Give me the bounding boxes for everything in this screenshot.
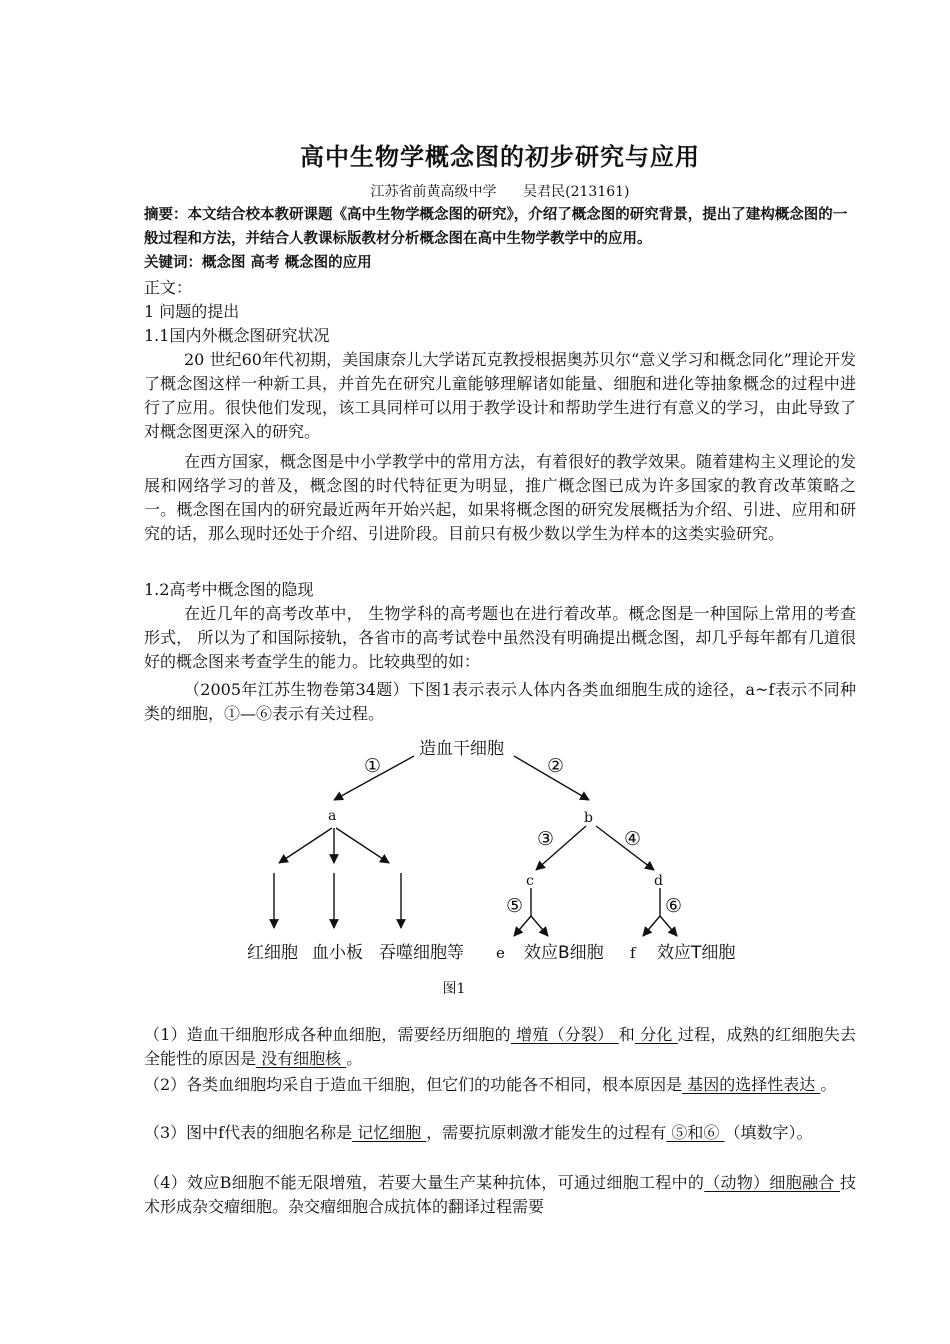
arrow-d-effT	[660, 916, 677, 936]
label-effT: 效应T细胞	[657, 943, 736, 963]
node-a: a	[328, 808, 337, 824]
step-label: ②	[547, 755, 565, 777]
arrow-c-effB	[531, 916, 548, 936]
paragraph: 20 世纪60年代初期，美国康奈儿大学诺瓦克教授根据奥苏贝尔“意义学习和概念同化”理论开发了概念图这样一种新工具，并首先在研究儿童能够理解诸如能量、细胞和进化等抽象概念的过程中进行了应用。很快他们发现，该工具同样可以用于教学设计和帮助学生进行有意义的学习，由此导致了对概念图更深入的研究。	[144, 350, 856, 441]
body-label: 正文：	[144, 278, 193, 297]
arrow-c-e	[514, 916, 531, 936]
blood-cell-diagram	[244, 728, 764, 978]
keywords: 关键词：概念图 高考 概念图的应用	[144, 255, 372, 271]
question-3: （3）图中f代表的细胞名称是 记忆细胞 ，需要抗原刺激才能发生的过程有 ⑤和⑥ （填数字）。	[144, 1123, 813, 1142]
arrow-a-3	[336, 828, 389, 863]
subsection-heading: 1.1国内外概念图研究状况	[144, 326, 330, 345]
step-label: ④	[624, 828, 642, 850]
paragraph: 在近几年的高考改革中， 生物学科的高考题也在进行着改革。概念图是一种国际上常用的考查形式， 所以为了和国际接轨，各省市的高考试卷中虽然没有明确提出概念图，却几乎每年都有几道很好的概念图来考查学生的能力。比较典型的如：	[144, 604, 856, 671]
step-label: ①	[364, 755, 382, 777]
paragraph: （2005年江苏生物卷第34题）下图1表示表示人体内各类血细胞生成的途径，a~f表示不同种类的细胞，①—⑥表示有关过程。	[144, 680, 856, 723]
subsection-heading: 1.2高考中概念图的隐现	[144, 580, 314, 599]
question-2: （2）各类血细胞均采自于造血干细胞，但它们的功能各不相同，根本原因是 基因的选择性表达 。	[144, 1075, 837, 1094]
node-c: c	[526, 873, 534, 889]
abstract: 摘要：本文结合校本教研课题《高中生物学概念图的研究》，介绍了概念图的研究背景，提出了建构概念图的一般过程和方法，并结合人教课标版教材分析概念图在高中生物学教学中的应用。	[144, 207, 848, 247]
arrow-d-f	[643, 916, 660, 936]
node-f: f	[630, 944, 636, 962]
node-e: e	[496, 944, 505, 962]
step-label: ③	[537, 828, 555, 850]
node-root: 造血干细胞	[419, 739, 504, 759]
step-label: ⑤	[506, 895, 524, 917]
step-label: ⑥	[665, 895, 683, 917]
label-platelet: 血小板	[312, 943, 363, 963]
question-1: （1）造血干细胞形成各种血细胞，需要经历细胞的 增殖（分裂） 和 分化 过程，成熟的红细胞失去全能性的原因是 没有细胞核 。	[144, 1025, 856, 1068]
label-red: 红细胞	[247, 943, 298, 963]
node-d: d	[654, 873, 663, 889]
label-phago: 吞噬细胞等	[379, 943, 464, 963]
arrow-a-1	[279, 828, 332, 863]
section-heading: 1 问题的提出	[144, 302, 240, 321]
node-b: b	[584, 810, 593, 826]
paragraph: 在西方国家，概念图是中小学教学中的常用方法，有着很好的教学效果。随着建构主义理论的发展和网络学习的普及，概念图的时代特征更为明显，推广概念图已成为许多国家的教育改革策略之一。概念图在国内的研究最近两年开始兴起，如果将概念图的研究发展概括为介绍、引进、应用和研究的话，那么现时还处于介绍、引进阶段。目前只有极少数以学生为样本的这类实验研究。	[144, 452, 857, 543]
label-effB: 效应B细胞	[524, 943, 604, 963]
page-title: 高中生物学概念图的初步研究与应用	[300, 143, 700, 171]
figure-caption: 图1	[442, 981, 466, 997]
author-line: 江苏省前黄高级中学 吴君民(213161)	[370, 184, 630, 200]
question-4: （4）效应B细胞不能无限增殖，若要大量生产某种抗体，可通过细胞工程中的（动物）细胞融合 技术形成杂交瘤细胞。杂交瘤细胞合成抗体的翻译过程需要	[144, 1173, 856, 1216]
